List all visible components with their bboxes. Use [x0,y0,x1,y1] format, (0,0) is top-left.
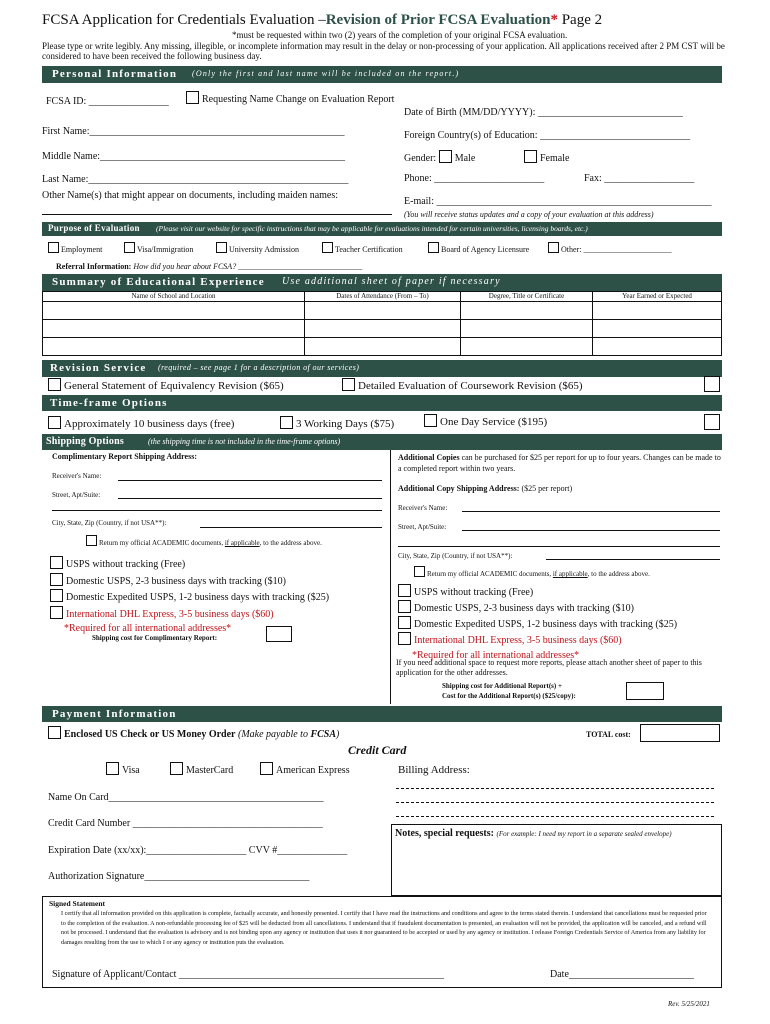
add-street-line[interactable] [462,530,720,531]
add-dhl[interactable]: International DHL Express, 3-5 business days ($60) [398,632,728,648]
visa-option[interactable]: Visa [106,762,140,776]
add-receiver-line[interactable] [462,511,720,512]
add-usps-tracking[interactable]: Domestic USPS, 2-3 business days with tracking ($10) [398,600,728,616]
revision-date: Rev. 5/25/2021 [668,1000,710,1008]
first-name-field[interactable]: First Name:___________________________________________________ [42,126,345,137]
purpose-teacher[interactable]: Teacher Certification [322,242,403,254]
add-receiver-label: Receiver's Name: [398,504,448,512]
total-label: TOTAL cost: [586,730,631,739]
add-city-line[interactable] [546,559,720,560]
email-field[interactable]: E-mail: _______________________________________________________ [404,196,712,207]
comp-city-label: City, State, Zip (Country, if not USA**): [52,519,167,527]
mastercard-option[interactable]: MasterCard [170,762,233,776]
male-checkbox[interactable] [439,150,452,163]
comp-shipping-options [50,556,390,637]
comp-cost-box[interactable] [266,626,292,642]
signed-statement-box: Signed Statement I certify that all information provided on this application is complete, factually accurate, and honestly presented. I certify that I have read the instructions and conditions and agree to the terms stated therein. I understand that cancellations must be requested prior to the completion of the evaluation. A non-refundable processing fee of $25 will be deducted from all cancellations. I understand that if fraudulent documentation is presented, an evaluation will not be provided, the application will be canceled, and a refund will not be processed. I understand that the evaluation is advisory and is not binding upon any agency or institution that uses it nor guaranteed to be accepted or used by any agency or institution. I release Foreign Credentials Service of America from any liability for damages resulting from the use to which I or any agency or institution puts the evaluation. [42,896,722,988]
authorization-field[interactable]: Authorization Signature_________________________________ [48,871,310,882]
comp-street-label: Street, Apt/Suite: [52,491,101,499]
purpose-employment[interactable]: Employment [48,242,102,254]
education-bar: Summary of Educational Experience Use additional sheet of paper if necessary [42,274,722,291]
col-dates: Dates of Attendance (From – To) [305,292,461,302]
add-addr-title: Additional Copy Shipping Address: ($25 per report) [398,484,573,493]
comp-city-line[interactable] [200,527,382,528]
email-note: (You will receive status updates and a copy of your evaluation at this address) [404,210,654,219]
col-school: Name of School and Location [43,292,305,302]
timeframe-cost-box[interactable] [704,414,720,430]
expiration-field[interactable]: Expiration Date (xx/xx):____________________ CVV #______________ [48,845,348,856]
purpose-other[interactable]: Other: ______________________ [548,242,671,254]
name-change-checkbox[interactable] [186,91,199,104]
page-title: FCSA Application for Credentials Evaluation –Revision of Prior FCSA Evaluation* Page 2 [42,12,603,28]
name-on-card-field[interactable]: Name On Card___________________________________________ [48,792,324,803]
add-shipping-options [398,584,728,663]
purpose-university[interactable]: University Admission [216,242,299,254]
billing-line-2[interactable] [396,802,714,803]
signature-field[interactable]: Signature of Applicant/Contact _____________________________________________________ [52,969,444,980]
comp-required-note: *Required for all international addresses* [64,623,232,634]
add-required-note: *Required for all international addresses* [412,650,580,661]
shipping-divider [390,450,391,704]
total-box[interactable] [640,724,720,742]
female-option[interactable]: Female [524,150,569,164]
comp-usps-tracking[interactable]: Domestic USPS, 2-3 business days with tracking ($10) [50,573,390,590]
revision-cost-box[interactable] [704,376,720,392]
purpose-bar: Purpose of Evaluation (Please visit our website for specific instructions that may be applicable for evaluations intended for certain universities, licensing boards, etc.) [42,222,722,236]
add-return-option[interactable]: Return my official ACADEMIC documents, if applicable, to the address above. [414,566,650,578]
notes-box[interactable]: Notes, special requests: (For example: I need my report in a separate sealed envelope) [391,824,722,896]
phone-field[interactable]: Phone: ______________________ [404,173,545,184]
comp-usps-expedited[interactable]: Domestic Expedited USPS, 1-2 business days with tracking ($25) [50,589,390,606]
detailed-evaluation-option[interactable]: Detailed Evaluation of Coursework Revision ($65) [342,378,583,392]
col-year: Year Earned or Expected [593,292,722,302]
education-table [42,291,722,356]
add-cost-label2: Cost for the Additional Report(s) ($25/copy): [442,692,576,700]
last-name-field[interactable]: Last Name:____________________________________________________ [42,174,349,185]
other-names-label: Other Name(s) that might appear on documents, including maiden names: [42,190,339,201]
female-checkbox[interactable] [524,150,537,163]
comp-cost-label: Shipping cost for Complimentary Report: [92,634,218,642]
add-usps-expedited[interactable]: Domestic Expedited USPS, 1-2 business days with tracking ($25) [398,616,728,632]
revision-bar: Revision Service (required – see page 1 for a description of our services) [42,360,722,377]
dob-field[interactable]: Date of Birth (MM/DD/YYYY): _____________________________ [404,107,683,118]
date-field[interactable]: Date_________________________ [550,969,694,980]
instructions: Please type or write legibly. Any missing, illegible, or incomplete information may result in the delay or non-processing of your application. All applications received after 2 PM CST will be considered to have been received the following business day. [42,41,725,61]
referral-field[interactable]: Referral Information: How did you hear about FCSA? _______________________________ [56,262,363,271]
timeframe-10days[interactable]: Approximately 10 business days (free) [48,416,234,430]
name-change-option[interactable]: Requesting Name Change on Evaluation Report [186,91,394,105]
amex-option[interactable]: American Express [260,762,350,776]
purpose-board[interactable]: Board of Agency Licensure [428,242,529,254]
other-names-line[interactable] [42,214,392,215]
timeframe-3days[interactable]: 3 Working Days ($75) [280,416,394,430]
fcsa-id-field[interactable]: FCSA ID: ________________ [46,96,169,107]
card-number-field[interactable]: Credit Card Number ______________________________________ [48,818,323,829]
table-row[interactable] [43,302,722,320]
timeframe-1day[interactable]: One Day Service ($195) [424,414,547,428]
add-street2-line[interactable] [398,546,720,547]
purpose-visa[interactable]: Visa/Immigration [124,242,193,254]
add-cost-label1: Shipping cost for Additional Report(s) + [442,682,562,690]
comp-street-line[interactable] [118,498,382,499]
timeframe-bar: Time-frame Options [42,395,722,411]
comp-dhl[interactable]: International DHL Express, 3-5 business days ($60) [50,606,390,623]
shipping-bar: Shipping Options (the shipping time is not included in the time-frame options) [42,434,722,450]
fax-field[interactable]: Fax: __________________ [584,173,695,184]
comp-receiver-label: Receiver's Name: [52,472,102,480]
comp-receiver-line[interactable] [118,480,382,481]
billing-line-1[interactable] [396,788,714,789]
comp-title: Complimentary Report Shipping Address: [52,452,197,461]
check-option[interactable]: Enclosed US Check or US Money Order (Make payable to FCSA) [48,726,339,740]
comp-street2-line[interactable] [52,510,382,511]
add-cost-box[interactable] [626,682,664,700]
additional-copies-text: Additional Copies can be purchased for $25 per report for up to four years. Changes can be made to a completed report within two years. [398,453,721,473]
billing-line-3[interactable] [396,816,714,817]
comp-usps-free[interactable]: USPS without tracking (Free) [50,556,390,573]
personal-info-bar: Personal Information (Only the first and last name will be included on the report.) [42,66,722,83]
general-statement-option[interactable]: General Statement of Equivalency Revision ($65) [48,378,284,392]
billing-title: Billing Address: [398,764,470,776]
comp-return-option[interactable]: Return my official ACADEMIC documents, if applicable, to the address above. [86,535,322,547]
foreign-country-field[interactable]: Foreign Country(s) of Education: ______________________________ [404,130,691,141]
middle-name-field[interactable]: Middle Name:_________________________________________________ [42,151,346,162]
revision-note: *must be requested within two (2) years of the completion of your original FCSA evaluation. [232,30,568,40]
add-space-note: If you need additional space to request more reports, please attach another sheet of paper to this application for the other addresses. [396,658,702,677]
add-usps-free[interactable]: USPS without tracking (Free) [398,584,728,600]
table-row[interactable] [43,338,722,356]
credit-card-title: Credit Card [348,743,407,757]
add-street-label: Street, Apt/Suite: [398,523,447,531]
add-city-label: City, State, Zip (Country, if not USA**): [398,552,513,560]
col-degree: Degree, Title or Certificate [461,292,593,302]
payment-bar: Payment Information [42,706,722,722]
gender-group: Gender: Male [404,150,475,164]
table-row[interactable] [43,320,722,338]
